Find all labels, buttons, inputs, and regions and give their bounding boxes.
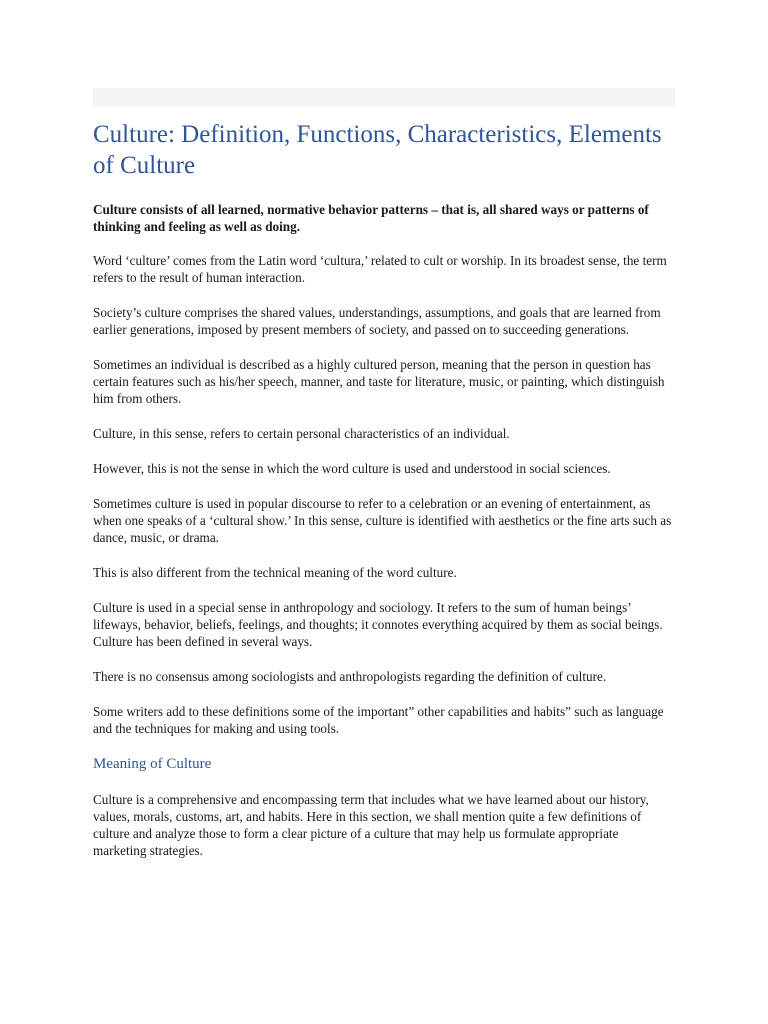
- document-page: [93, 88, 675, 877]
- section-heading: Meaning of Culture: [93, 756, 212, 772]
- paragraph-1: Word ‘culture’ comes from the Latin word ‘cultura,’ related to cult or worship. In its broadest sense, the term refers to the result of human interaction.: [93, 253, 667, 285]
- section-paragraph: Culture is a comprehensive and encompassing term that includes what we have learned about our history, values, morals, customs, art, and habits. Here in this section, we shall mention quite a few definitions of culture and analyze those to form a clear picture of a culture that may help us formulate appropriate marketing strategies.: [93, 792, 649, 858]
- lead-paragraph: Culture consists of all learned, normative behavior patterns – that is, all shared ways or patterns of thinking and feeling as well as doing.: [93, 202, 649, 234]
- document-title: Culture: Definition, Functions, Characteristics, Elements of Culture: [93, 121, 662, 179]
- paragraph-5: However, this is not the sense in which the word culture is used and understood in social sciences.: [93, 461, 611, 476]
- paragraph-3: Sometimes an individual is described as a highly cultured person, meaning that the person in question has certain features such as his/her speech, manner, and taste for literature, music, or painting, which distinguish him from others.: [93, 357, 665, 406]
- paragraph-10: Some writers add to these definitions some of the important” other capabilities and habits” such as language and the techniques for making and using tools.: [93, 704, 664, 736]
- paragraph-4: Culture, in this sense, refers to certain personal characteristics of an individual.: [93, 426, 510, 441]
- paragraph-7: This is also different from the technical meaning of the word culture.: [93, 565, 457, 580]
- paragraph-8: Culture is used in a special sense in anthropology and sociology. It refers to the sum of human beings’ lifeways, behavior, beliefs, feelings, and thoughts; it connotes everything acquired by them as social beings. Culture has been defined in several ways.: [93, 600, 663, 649]
- paragraph-9: There is no consensus among sociologists and anthropologists regarding the definition of culture.: [93, 669, 607, 684]
- paragraph-6: Sometimes culture is used in popular discourse to refer to a celebration or an evening of entertainment, as when one speaks of a ‘cultural show.’ In this sense, culture is identified with aesthetics or the fine arts such as dance, music, or drama.: [93, 496, 672, 545]
- header-bar: [93, 88, 675, 106]
- paragraph-2: Society’s culture comprises the shared values, understandings, assumptions, and goals that are learned from earlier generations, imposed by present members of society, and passed on to succeeding generations.: [93, 305, 661, 337]
